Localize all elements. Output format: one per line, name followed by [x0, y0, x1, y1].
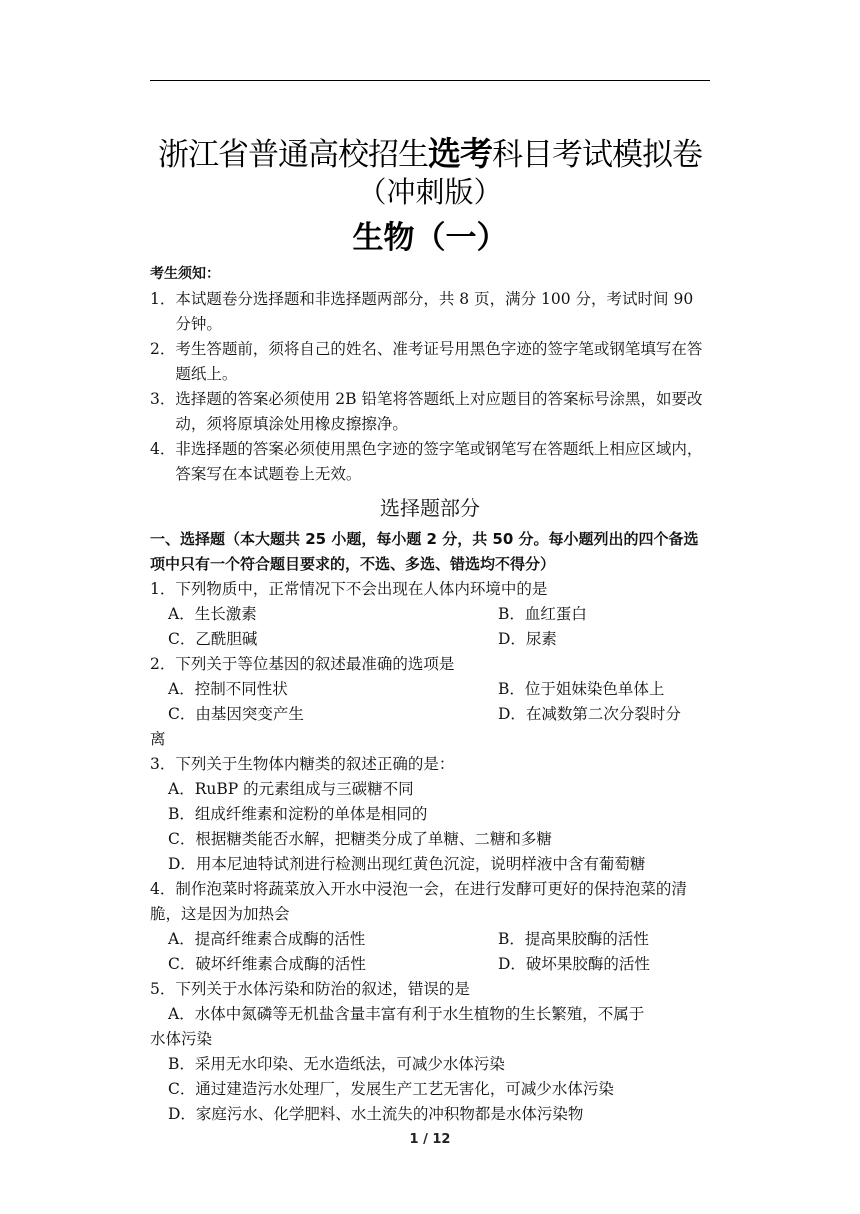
option-a-continued: 水体污染 — [150, 1030, 213, 1048]
option-c: C．通过建造污水处理厂，发展生产工艺无害化，可减少水体污染 — [168, 1080, 614, 1098]
top-rule — [150, 80, 710, 81]
option-d: D．尿素 — [498, 630, 557, 648]
option-a: A．水体中氮磷等无机盐含量丰富有利于水生植物的生长繁殖，不属于 — [168, 1005, 645, 1023]
option-b: B．位于姐妹染色单体上 — [498, 680, 665, 698]
option-a: A．RuBP 的元素组成与三碳糖不同 — [168, 780, 414, 798]
option-c: C．乙酰胆碱 — [168, 630, 258, 648]
question-stem: 3．下列关于生物体内糖类的叙述正确的是： — [150, 755, 455, 773]
question-3 — [150, 752, 710, 877]
option-c: C．破坏纤维素合成酶的活性 — [168, 955, 366, 973]
question-2 — [150, 652, 710, 752]
notice-item: 1． 本试题卷分选择题和非选择题两部分，共 8 页，满分 100 分，考试时间 90 分钟。 — [150, 290, 694, 333]
question-5 — [150, 977, 710, 1127]
question-4 — [150, 877, 710, 977]
question-stem: 2．下列关于等位基因的叙述最准确的选项是 — [150, 655, 455, 673]
section-instructions: 一、选择题（本大题共 25 小题，每小题 2 分，共 50 分。每小题列出的四个备选项中只有一个符合题目要求的，不选、多选、错选均不得分） — [150, 530, 699, 573]
option-d: D．破坏果胶酶的活性 — [498, 955, 650, 973]
option-c: C．由基因突变产生 — [168, 705, 304, 723]
notice-item: 3． 选择题的答案必须使用 2B 铅笔将答题纸上对应题目的答案标号涂黑，如要改动，须将原填涂处用橡皮擦擦净。 — [150, 390, 703, 433]
option-b: B．采用无水印染、无水造纸法，可减少水体污染 — [168, 1055, 505, 1073]
option-d: D．用本尼迪特试剂进行检测出现红黄色沉淀，说明样液中含有葡萄糖 — [168, 855, 646, 873]
subject-title: 生物（一） — [352, 220, 508, 256]
option-a: A．生长激素 — [168, 605, 257, 623]
option-a: A．提高纤维素合成酶的活性 — [168, 930, 366, 948]
section-title: 选择题部分 — [380, 496, 480, 520]
question-stem: 5．下列关于水体污染和防治的叙述，错误的是 — [150, 980, 470, 998]
question-1 — [150, 577, 710, 652]
option-d: D．家庭污水、化学肥料、水土流失的冲积物都是水体污染物 — [168, 1105, 584, 1123]
option-a: A．控制不同性状 — [168, 680, 288, 698]
option-b: B．血红蛋白 — [498, 605, 587, 623]
option-b: B．提高果胶酶的活性 — [498, 930, 649, 948]
notice-item: 2． 考生答题前，须将自己的姓名、准考证号用黑色字迹的签字笔或钢笔填写在答题纸上。 — [150, 340, 703, 383]
exam-title: 浙江省普通高校招生选考科目考试模拟卷 — [158, 134, 702, 173]
document-body — [150, 262, 710, 1127]
page-number: 1 / 12 — [409, 1132, 451, 1147]
option-d-continued: 离 — [150, 730, 166, 748]
question-stem: 4．制作泡菜时将蔬菜放入开水中浸泡一会，在进行发酵可更好的保持泡菜的清脆，这是因为加热会 — [150, 880, 687, 923]
option-c: C．根据糖类能否水解，把糖类分成了单糖、二糖和多糖 — [168, 830, 552, 848]
question-stem: 1．下列物质中，正常情况下不会出现在人体内环境中的是 — [150, 580, 548, 598]
notice-item: 4． 非选择题的答案必须使用黑色字迹的签字笔或钢笔写在答题纸上相应区域内，答案写在本试题卷上无效。 — [150, 440, 703, 483]
exam-subtitle: （冲刺版） — [357, 175, 503, 209]
option-d: D．在减数第二次分裂时分 — [498, 705, 681, 723]
notice-heading: 考生须知： — [150, 266, 220, 282]
option-b: B．组成纤维素和淀粉的单体是相同的 — [168, 805, 428, 823]
